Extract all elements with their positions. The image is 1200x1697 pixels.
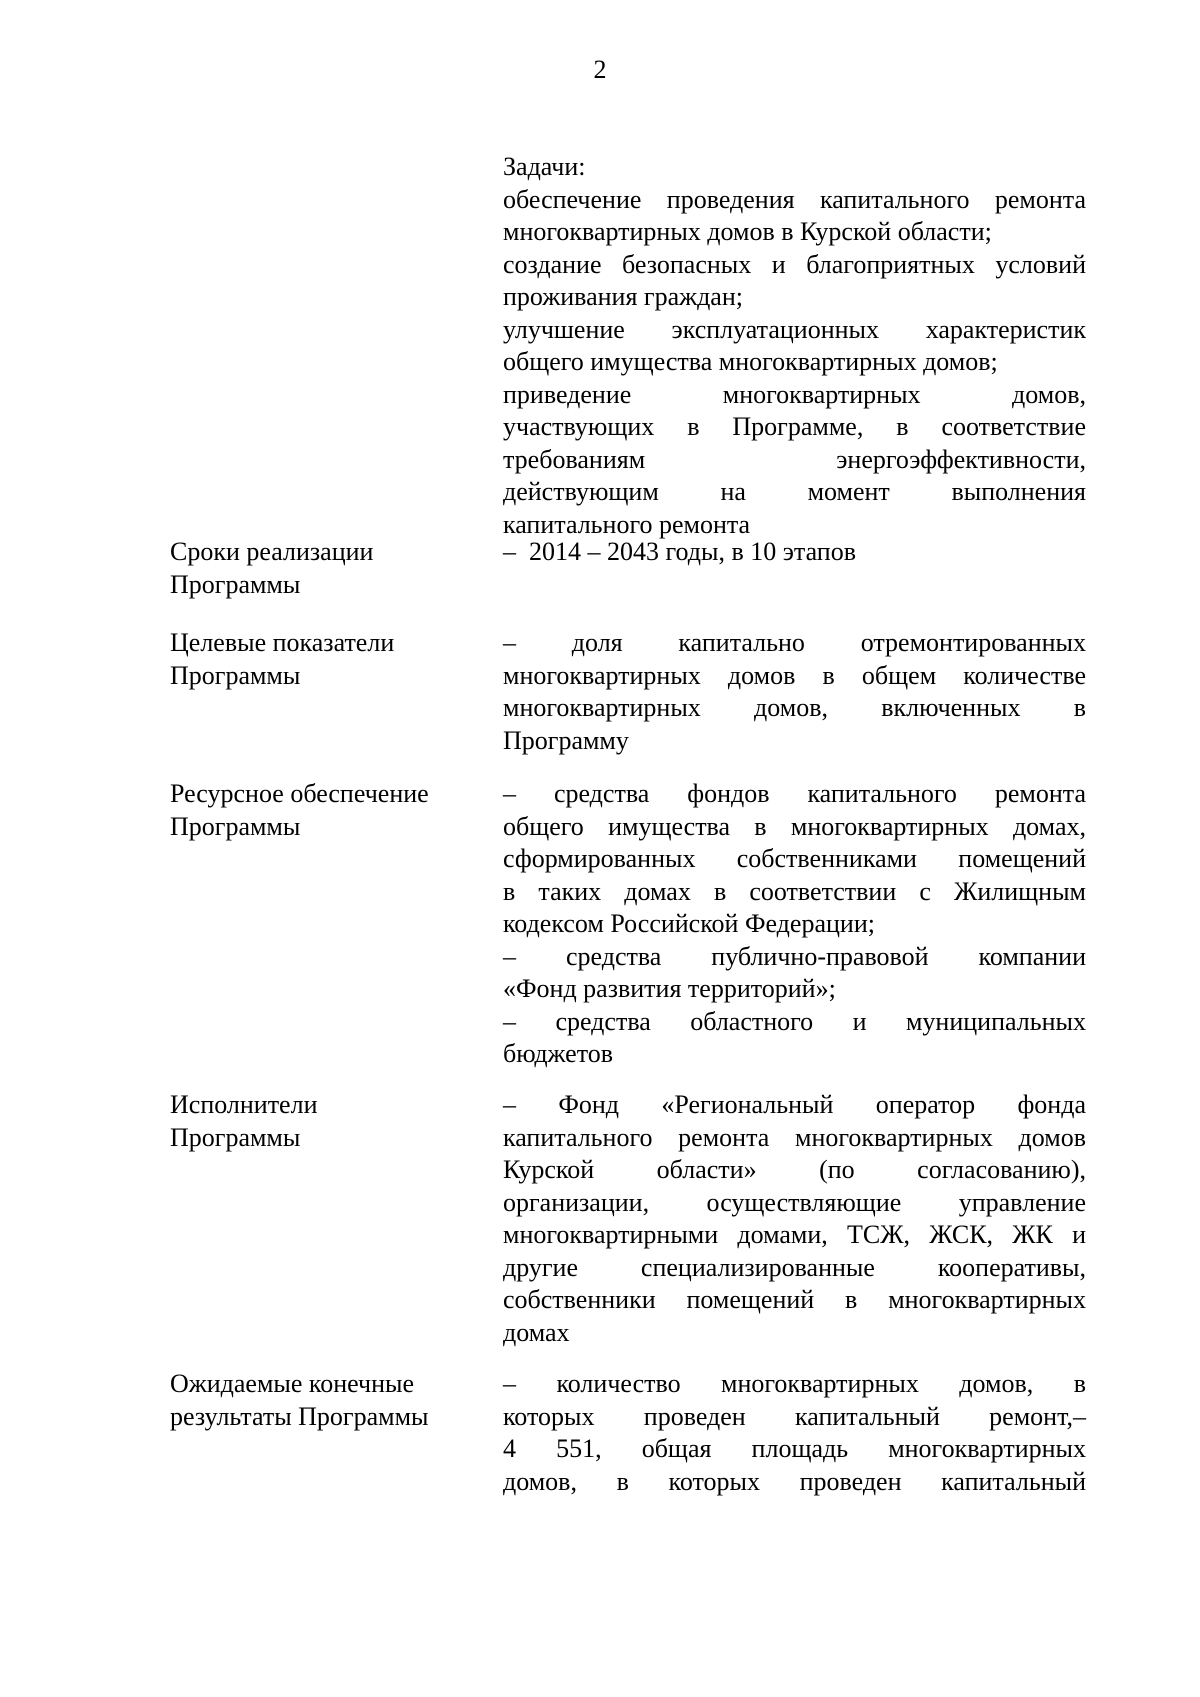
value-line: которых проведен капитальный ремонт,– xyxy=(503,1401,1086,1431)
section-label xyxy=(170,778,490,843)
label-line: результаты Программы xyxy=(170,1401,429,1431)
value-line: многоквартирными домами, ТСЖ, ЖСК, ЖК и xyxy=(503,1220,1086,1249)
tasks-line: общего имущества многоквартирных домов; xyxy=(503,347,998,376)
value-line: домов, в которых проведен капитальный xyxy=(503,1466,1086,1496)
value-line: многоквартирных домов, включенных в xyxy=(503,693,1086,722)
value-line: многоквартирных домов в общем количестве xyxy=(503,660,1086,690)
value-line: – средства публично-правовой компании xyxy=(503,941,1086,971)
label-line: Программы xyxy=(170,660,301,690)
value-line: Курской области» (по согласованию), xyxy=(503,1155,1086,1184)
tasks-line: многоквартирных домов в Курской области; xyxy=(503,217,992,246)
value-line: «Фонд развития территорий»; xyxy=(503,974,836,1003)
tasks-line: участвующих в Программе, в соответствие xyxy=(503,412,1086,441)
value-line: – средства фондов капитального ремонта xyxy=(503,779,1086,808)
page-number: 2 xyxy=(593,55,607,84)
tasks-line: приведение многоквартирных домов, xyxy=(503,379,1086,409)
value-line: организации, осуществляющие управление xyxy=(503,1187,1086,1217)
section-value xyxy=(503,1368,1086,1498)
value-line: – Фонд «Региональный оператор фонда xyxy=(503,1090,1086,1119)
section-label xyxy=(170,1368,490,1433)
tasks-line: обеспечение проведения капитального ремонта xyxy=(503,184,1086,214)
value-line: бюджетов xyxy=(503,1039,614,1068)
section-value xyxy=(503,1089,1086,1349)
value-line: другие специализированные кооперативы, xyxy=(503,1252,1086,1282)
tasks-line: проживания граждан; xyxy=(503,282,743,311)
value-line: домах xyxy=(503,1317,570,1347)
tasks-line: требованиям энергоэффективности, xyxy=(503,444,1086,474)
label-line: Программы xyxy=(170,569,301,599)
label-line: Программы xyxy=(170,811,301,841)
label-line: Ресурсное обеспечение xyxy=(170,779,429,808)
value-line: в таких домах в соответствии с Жилищным xyxy=(503,876,1086,906)
tasks-block xyxy=(503,151,1086,541)
section-label xyxy=(170,536,490,601)
value-line: – средства областного и муниципальных xyxy=(503,1006,1086,1036)
value-line: кодексом Российской Федерации; xyxy=(503,909,875,938)
value-line: капитального ремонта многоквартирных домов xyxy=(503,1122,1086,1152)
value-line: – количество многоквартирных домов, в xyxy=(503,1369,1086,1398)
label-line: Целевые показатели xyxy=(170,628,395,657)
value-line: 4 551, общая площадь многоквартирных xyxy=(503,1434,1086,1463)
label-line: Сроки реализации xyxy=(170,537,374,566)
tasks-heading: Задачи: xyxy=(503,152,586,181)
label-line: Программы xyxy=(170,1122,301,1152)
label-line: Ожидаемые конечные xyxy=(170,1369,415,1398)
value-line: – доля капитально отремонтированных xyxy=(503,628,1086,657)
value-line: общего имущества в многоквартирных домах, xyxy=(503,811,1086,841)
section-label xyxy=(170,1089,490,1154)
section-value xyxy=(503,536,1086,569)
section-value xyxy=(503,627,1086,757)
tasks-line: действующим на момент выполнения xyxy=(503,477,1086,506)
value-line: Программу xyxy=(503,725,629,755)
tasks-line: улучшение эксплуатационных характеристик xyxy=(503,314,1086,344)
value-line: – 2014 – 2043 годы, в 10 этапов xyxy=(503,537,856,566)
section-label xyxy=(170,627,490,692)
tasks-line: создание безопасных и благоприятных условий xyxy=(503,249,1086,279)
tasks-line: капитального ремонта xyxy=(503,509,751,539)
label-line: Исполнители xyxy=(170,1090,318,1119)
section-value xyxy=(503,778,1086,1071)
value-line: собственники помещений в многоквартирных xyxy=(503,1285,1086,1314)
value-line: сформированных собственниками помещений xyxy=(503,844,1086,873)
